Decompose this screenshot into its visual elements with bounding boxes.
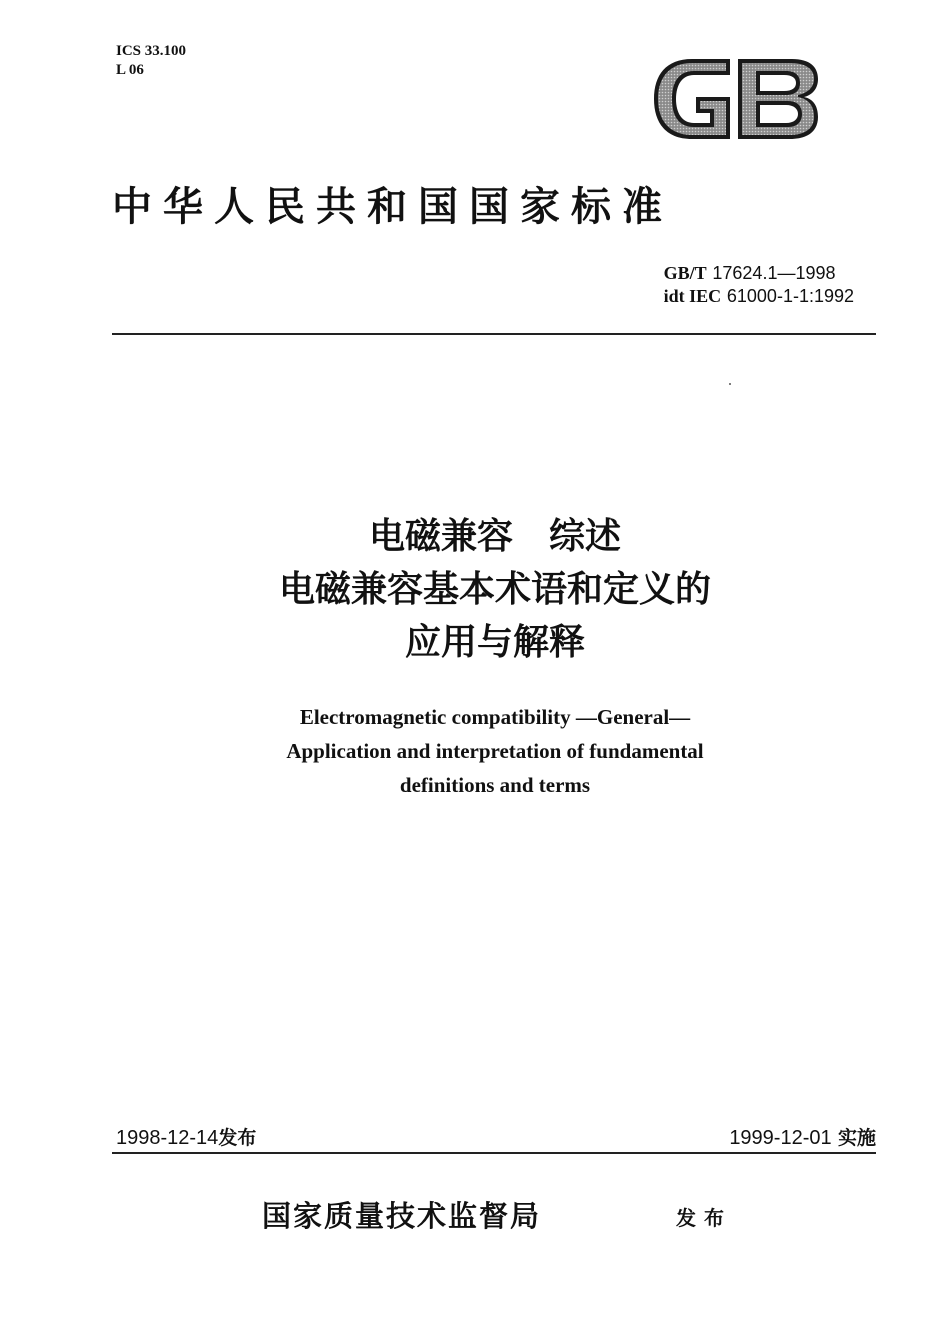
implementation-date: [729, 1124, 876, 1151]
identical-standard-code: 61000-1-1:1992: [726, 286, 854, 306]
chinese-title-line-3: 应用与解释: [404, 622, 585, 663]
standard-number-block: [664, 262, 854, 308]
english-title: [0, 700, 950, 802]
identical-standard: [664, 285, 854, 308]
gb-logo: [652, 55, 820, 143]
footer-divider: [112, 1152, 876, 1154]
issue-date-value: 1998-12-14: [116, 1127, 219, 1149]
ics-code: ICS 33.100: [116, 43, 187, 59]
chinese-title-line-2: 电磁兼容基本术语和定义的: [278, 569, 711, 610]
standard-number: [664, 262, 854, 285]
english-title-line-2: Application and interpretation of fundamental: [286, 739, 704, 763]
classification-codes: [116, 42, 186, 80]
implementation-date-value: 1999-12-01: [729, 1127, 832, 1149]
publisher-suffix: 发布: [676, 1206, 732, 1230]
chinese-title-line-1: 电磁兼容 综述: [368, 516, 621, 557]
ccs-code: L 06: [116, 62, 144, 78]
issue-date-label: 发布: [218, 1127, 257, 1149]
header-divider: [112, 333, 876, 335]
implementation-date-label: 实施: [837, 1127, 876, 1149]
english-title-line-3: definitions and terms: [399, 773, 591, 797]
standard-number-prefix: GB/T: [663, 263, 707, 283]
national-standard-title: 中华人民共和国国家标准: [112, 184, 673, 230]
english-title-line-1: Electromagnetic compatibility —General—: [299, 705, 691, 729]
identical-standard-prefix: idt IEC: [663, 286, 722, 306]
standard-number-code: 17624.1—1998: [712, 263, 836, 283]
issue-date: [116, 1124, 256, 1151]
speck: [729, 383, 731, 385]
publisher-name: 国家质量技术监督局: [262, 1199, 542, 1233]
chinese-title: [0, 510, 950, 669]
